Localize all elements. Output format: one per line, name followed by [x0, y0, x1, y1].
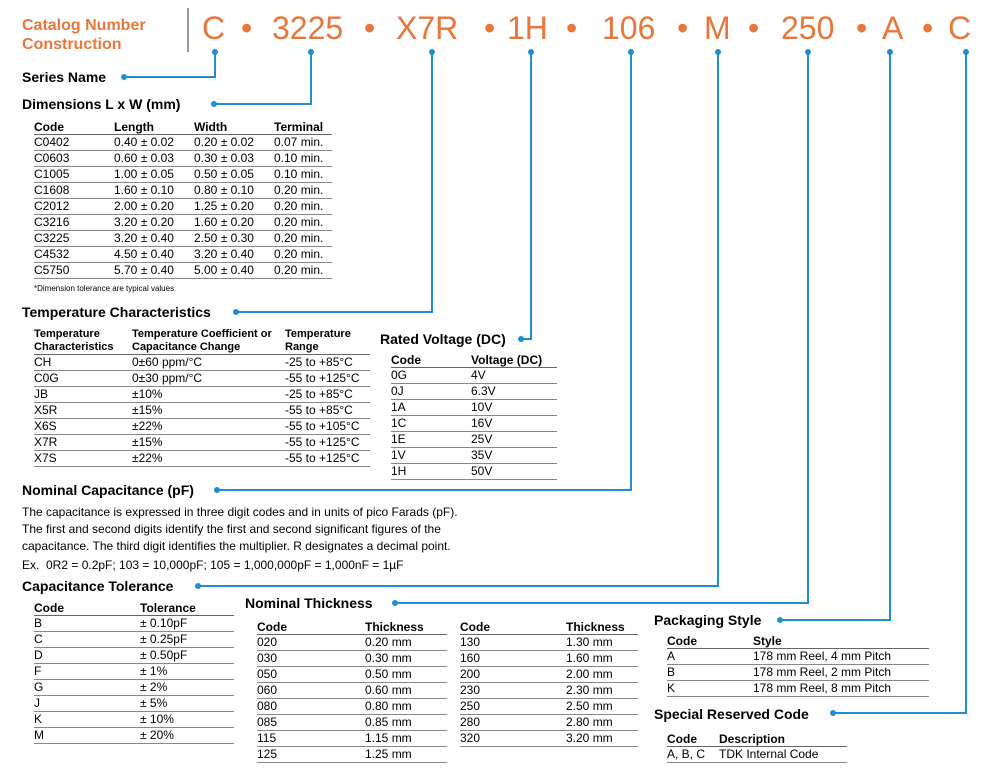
table-cell: 0.85 mm	[365, 715, 412, 729]
table-cell: C3216	[34, 215, 70, 229]
table-row	[34, 371, 370, 387]
column-header: Description	[719, 732, 786, 746]
table-row	[257, 683, 447, 699]
thickness-title: Nominal Thickness	[245, 595, 373, 611]
connector-dot	[429, 49, 435, 55]
table-row	[34, 664, 234, 680]
nominal-capacitance-title: Nominal Capacitance (pF)	[22, 482, 194, 498]
table-cell: 0.80 ± 0.10	[194, 183, 254, 197]
table-cell: 2.50 mm	[566, 699, 613, 713]
table-cell: M	[34, 728, 44, 742]
column-header: Code	[391, 353, 421, 367]
connector-dot	[211, 101, 217, 107]
special-body	[667, 747, 847, 763]
table-cell: D	[34, 648, 43, 662]
table-cell: K	[667, 681, 676, 695]
table-row	[257, 731, 447, 747]
table-row	[34, 199, 332, 215]
code-segment-series: C	[202, 10, 226, 46]
table-cell: B	[34, 616, 43, 630]
table-row	[34, 355, 370, 371]
special-header-row	[667, 732, 847, 747]
table-cell: 0±30 ppm/°C	[132, 371, 203, 385]
table-cell: -25 to +85°C	[285, 387, 353, 401]
code-segment-dimensions: 3225	[272, 10, 344, 46]
table-cell: 35V	[471, 448, 493, 462]
table-cell: -55 to +105°C	[285, 419, 360, 433]
thickness-table-right	[460, 620, 638, 747]
dimensions-body	[34, 135, 332, 279]
capacitance-line: The first and second digits identify the first and second significant figures of the	[22, 522, 441, 536]
table-cell: X6S	[34, 419, 57, 433]
table-cell: 125	[257, 747, 278, 761]
table-cell: 1.30 mm	[566, 635, 613, 649]
temperature-title: Temperature Characteristics	[22, 304, 211, 320]
table-row	[391, 448, 557, 464]
table-row	[391, 368, 557, 384]
column-header: Length	[114, 120, 154, 134]
tolerance-table	[34, 601, 234, 744]
table-cell: B	[667, 665, 676, 679]
table-cell: C0G	[34, 371, 59, 385]
column-header: Width	[194, 120, 228, 134]
column-header: Temperature Coefficient or Capacitance Change	[132, 328, 272, 353]
separator-dot: •	[748, 10, 760, 46]
table-cell: 0.10 min.	[274, 167, 324, 181]
table-cell: 5.00 ± 0.40	[194, 263, 254, 277]
catalog-title-line1: Catalog Number	[22, 17, 146, 34]
table-row	[667, 747, 847, 763]
table-row	[391, 416, 557, 432]
thickness-header-row	[460, 620, 638, 635]
tolerance-header-row	[34, 601, 234, 616]
table-cell: 1V	[391, 448, 406, 462]
table-row	[34, 135, 332, 151]
connector-dot	[195, 583, 201, 589]
connector-dot	[628, 49, 634, 55]
table-cell: 0.20 ± 0.02	[194, 135, 254, 149]
rated-voltage-table	[391, 353, 557, 480]
table-cell: -55 to +85°C	[285, 403, 353, 417]
connector-dot	[308, 49, 314, 55]
table-cell: 280	[460, 715, 481, 729]
column-header: Thickness	[566, 620, 625, 634]
column-header: Voltage (DC)	[471, 353, 543, 367]
tolerance-title: Capacitance Tolerance	[22, 578, 174, 594]
table-cell: 1.00 ± 0.05	[114, 167, 174, 181]
special-title: Special Reserved Code	[654, 706, 809, 722]
packaging-title: Packaging Style	[654, 612, 762, 628]
table-row	[460, 731, 638, 747]
table-cell: 2.50 ± 0.30	[194, 231, 254, 245]
table-row	[391, 400, 557, 416]
table-row	[34, 403, 370, 419]
code-segment-thickness: 250	[781, 10, 835, 46]
table-cell: 1.15 mm	[365, 731, 412, 745]
table-cell: ±22%	[132, 419, 163, 433]
table-row	[34, 387, 370, 403]
column-header: Code	[460, 620, 490, 634]
table-cell: 1.60 ± 0.20	[194, 215, 254, 229]
table-cell: -25 to +85°C	[285, 355, 353, 369]
table-row	[34, 167, 332, 183]
table-row	[34, 231, 332, 247]
table-cell: 0.20 mm	[365, 635, 412, 649]
table-cell: 0.07 min.	[274, 135, 324, 149]
table-cell: 6.3V	[471, 384, 496, 398]
separator-dot: •	[364, 10, 376, 46]
connector-dot	[805, 49, 811, 55]
table-cell: 3.20 mm	[566, 731, 613, 745]
table-cell: -55 to +125°C	[285, 371, 360, 385]
connector-dot	[830, 710, 836, 716]
table-cell: 1C	[391, 416, 407, 430]
table-cell: ±15%	[132, 403, 163, 417]
table-row	[34, 247, 332, 263]
thickness-table-left	[257, 620, 447, 763]
table-cell: X7S	[34, 451, 57, 465]
table-cell: -55 to +125°C	[285, 435, 360, 449]
table-cell: ± 10%	[140, 712, 174, 726]
table-cell: 0J	[391, 384, 404, 398]
table-row	[257, 715, 447, 731]
code-segment-packaging: A	[882, 10, 904, 46]
table-cell: 0.30 ± 0.03	[194, 151, 254, 165]
table-row	[391, 432, 557, 448]
column-header: Tolerance	[140, 601, 196, 615]
table-cell: JB	[34, 387, 49, 401]
table-cell: 25V	[471, 432, 493, 446]
dimensions-header-row	[34, 120, 332, 135]
table-cell: 250	[460, 699, 481, 713]
table-cell: 230	[460, 683, 481, 697]
column-header: Code	[34, 120, 64, 134]
dimensions-table	[34, 120, 332, 279]
table-cell: 0.20 min.	[274, 199, 324, 213]
table-cell: X5R	[34, 403, 58, 417]
table-cell: 050	[257, 667, 278, 681]
table-cell: 130	[460, 635, 481, 649]
thickness-header-row	[257, 620, 447, 635]
table-cell: 0.80 mm	[365, 699, 412, 713]
table-cell: 0.20 min.	[274, 247, 324, 261]
table-cell: 0.50 mm	[365, 667, 412, 681]
table-cell: 200	[460, 667, 481, 681]
table-cell: -55 to +125°C	[285, 451, 360, 465]
table-cell: 2.80 mm	[566, 715, 613, 729]
separator-dot: •	[856, 10, 868, 46]
table-row	[34, 435, 370, 451]
packaging-header-row	[667, 634, 929, 649]
table-cell: C1005	[34, 167, 70, 181]
table-row	[667, 649, 929, 665]
table-row	[460, 635, 638, 651]
column-header: Code	[257, 620, 287, 634]
temperature-header-row	[34, 328, 370, 355]
capacitance-line: capacitance. The third digit identifies the multiplier. R designates a decimal point.	[22, 539, 451, 553]
capacitance-line: The capacitance is expressed in three digit codes and in units of pico Farads (pF).	[22, 505, 458, 519]
table-row	[667, 681, 929, 697]
table-row	[257, 667, 447, 683]
separator-dot: •	[922, 10, 934, 46]
column-header: Thickness	[365, 620, 424, 634]
table-cell: TDK Internal Code	[719, 747, 819, 761]
table-cell: A	[667, 649, 676, 663]
connector-dot	[963, 49, 969, 55]
table-row	[667, 665, 929, 681]
table-cell: ± 0.50pF	[140, 648, 188, 662]
table-row	[34, 648, 234, 664]
connector-dot	[233, 309, 239, 315]
column-header: Terminal	[274, 120, 324, 134]
table-cell: 160	[460, 651, 481, 665]
table-cell: 0G	[391, 368, 408, 382]
connector-dot	[777, 617, 783, 623]
table-cell: 1A	[391, 400, 406, 414]
table-cell: 2.00 ± 0.20	[114, 199, 174, 213]
separator-dot: •	[484, 10, 496, 46]
separator-dot: •	[566, 10, 578, 46]
table-cell: F	[34, 664, 42, 678]
rated-voltage-title: Rated Voltage (DC)	[380, 331, 506, 347]
table-cell: C2012	[34, 199, 70, 213]
table-row	[34, 451, 370, 467]
table-cell: 4V	[471, 368, 486, 382]
table-cell: 0.60 mm	[365, 683, 412, 697]
table-cell: 0.50 ± 0.05	[194, 167, 254, 181]
connector-dot	[214, 487, 220, 493]
code-segment-capacitance: 106	[602, 10, 656, 46]
table-cell: 178 mm Reel, 2 mm Pitch	[753, 665, 892, 679]
table-row	[34, 616, 234, 632]
connector-dot	[121, 74, 127, 80]
table-cell: 1H	[391, 464, 407, 478]
table-row	[460, 699, 638, 715]
connector-dot	[518, 336, 524, 342]
table-cell: ±22%	[132, 451, 163, 465]
table-row	[34, 728, 234, 744]
table-cell: 1.25 ± 0.20	[194, 199, 254, 213]
table-cell: ± 0.25pF	[140, 632, 188, 646]
voltage-header-row	[391, 353, 557, 368]
connector-dot	[887, 49, 893, 55]
table-row	[257, 747, 447, 763]
table-row	[257, 635, 447, 651]
code-segment-temperature: X7R	[396, 10, 459, 46]
table-cell: 50V	[471, 464, 493, 478]
connector-dot	[392, 600, 398, 606]
table-cell: ±10%	[132, 387, 163, 401]
table-row	[34, 712, 234, 728]
connector-series	[124, 52, 215, 77]
separator-dot: •	[241, 10, 253, 46]
column-header: Code	[34, 601, 64, 615]
connector-dot	[715, 49, 721, 55]
table-row	[34, 263, 332, 279]
table-row	[460, 683, 638, 699]
column-header: Code	[667, 634, 697, 648]
table-cell: ± 2%	[140, 680, 168, 694]
connector-dot	[212, 49, 218, 55]
table-cell: 080	[257, 699, 278, 713]
table-cell: C0402	[34, 135, 70, 149]
table-row	[34, 680, 234, 696]
table-cell: J	[34, 696, 40, 710]
table-cell: 020	[257, 635, 278, 649]
table-cell: 10V	[471, 400, 493, 414]
catalog-title-line2: Construction	[22, 36, 122, 53]
table-cell: 1E	[391, 432, 406, 446]
table-cell: 0.40 ± 0.02	[114, 135, 174, 149]
connector-dot	[528, 49, 534, 55]
table-cell: 5.70 ± 0.40	[114, 263, 174, 277]
table-cell: 178 mm Reel, 8 mm Pitch	[753, 681, 892, 695]
table-row	[460, 651, 638, 667]
column-header: Temperature Range	[285, 328, 351, 353]
table-row	[34, 632, 234, 648]
connector-voltage	[521, 52, 531, 339]
table-cell: C4532	[34, 247, 70, 261]
table-cell: 2.00 mm	[566, 667, 613, 681]
rated-voltage-body	[391, 368, 557, 480]
table-cell: 0.30 mm	[365, 651, 412, 665]
connector-dimensions	[214, 52, 311, 104]
table-cell: 1.25 mm	[365, 747, 412, 761]
table-row	[460, 715, 638, 731]
table-cell: 0.20 min.	[274, 215, 324, 229]
table-cell: 0±60 ppm/°C	[132, 355, 203, 369]
table-cell: 3.20 ± 0.20	[114, 215, 174, 229]
table-cell: 0.20 min.	[274, 183, 324, 197]
table-cell: 0.20 min.	[274, 231, 324, 245]
temperature-table	[34, 328, 370, 467]
table-cell: 1.60 mm	[566, 651, 613, 665]
table-cell: C5750	[34, 263, 70, 277]
table-cell: ± 20%	[140, 728, 174, 742]
table-cell: C3225	[34, 231, 70, 245]
dimensions-note: *Dimension tolerance are typical values	[34, 284, 175, 293]
table-cell: ± 1%	[140, 664, 168, 678]
table-cell: C0603	[34, 151, 70, 165]
table-cell: C	[34, 632, 43, 646]
table-cell: 3.20 ± 0.40	[114, 231, 174, 245]
packaging-body	[667, 649, 929, 697]
capacitance-description	[22, 504, 458, 555]
column-header: Style	[753, 634, 782, 648]
table-cell: A, B, C	[667, 747, 706, 761]
connector-special	[833, 52, 966, 713]
table-cell: ±15%	[132, 435, 163, 449]
table-row	[34, 419, 370, 435]
table-cell: ± 5%	[140, 696, 168, 710]
table-cell: 178 mm Reel, 4 mm Pitch	[753, 649, 892, 663]
dimensions-title: Dimensions L x W (mm)	[22, 96, 181, 112]
column-header: Code	[667, 732, 697, 746]
table-row	[257, 699, 447, 715]
connector-packaging	[780, 52, 890, 620]
table-cell: 060	[257, 683, 278, 697]
table-row	[34, 183, 332, 199]
separator-dot: •	[677, 10, 689, 46]
table-cell: 115	[257, 731, 277, 745]
table-cell: 16V	[471, 416, 493, 430]
table-cell: 3.20 ± 0.40	[194, 247, 254, 261]
table-cell: 0.60 ± 0.03	[114, 151, 174, 165]
capacitance-example: Ex. 0R2 = 0.2pF; 103 = 10,000pF; 105 = 1,000,000pF = 1,000nF = 1µF	[22, 558, 404, 572]
table-cell: 030	[257, 651, 278, 665]
special-table	[667, 732, 847, 763]
code-segment-voltage: 1H	[507, 10, 548, 46]
thickness-body-right	[460, 635, 638, 747]
table-cell: 0.10 min.	[274, 151, 324, 165]
table-cell: 2.30 mm	[566, 683, 613, 697]
packaging-table	[667, 634, 929, 697]
table-cell: 320	[460, 731, 481, 745]
table-row	[257, 651, 447, 667]
table-cell: 0.20 min.	[274, 263, 324, 277]
table-cell: CH	[34, 355, 52, 369]
table-cell: K	[34, 712, 43, 726]
table-cell: 1.60 ± 0.10	[114, 183, 174, 197]
thickness-body-left	[257, 635, 447, 763]
code-segment-special: C	[948, 10, 972, 46]
table-cell: C1608	[34, 183, 70, 197]
series-name-title: Series Name	[22, 69, 107, 85]
table-row	[34, 696, 234, 712]
table-row	[391, 384, 557, 400]
table-row	[34, 151, 332, 167]
table-cell: 4.50 ± 0.40	[114, 247, 174, 261]
code-segment-tolerance: M	[704, 10, 731, 46]
table-row	[460, 667, 638, 683]
table-cell: 085	[257, 715, 278, 729]
table-row	[34, 215, 332, 231]
table-cell: X7R	[34, 435, 58, 449]
column-header: Temperature Characteristics	[34, 328, 114, 353]
table-row	[391, 464, 557, 480]
table-cell: ± 0.10pF	[140, 616, 188, 630]
tolerance-body	[34, 616, 234, 744]
table-cell: G	[34, 680, 44, 694]
temperature-body	[34, 355, 370, 467]
